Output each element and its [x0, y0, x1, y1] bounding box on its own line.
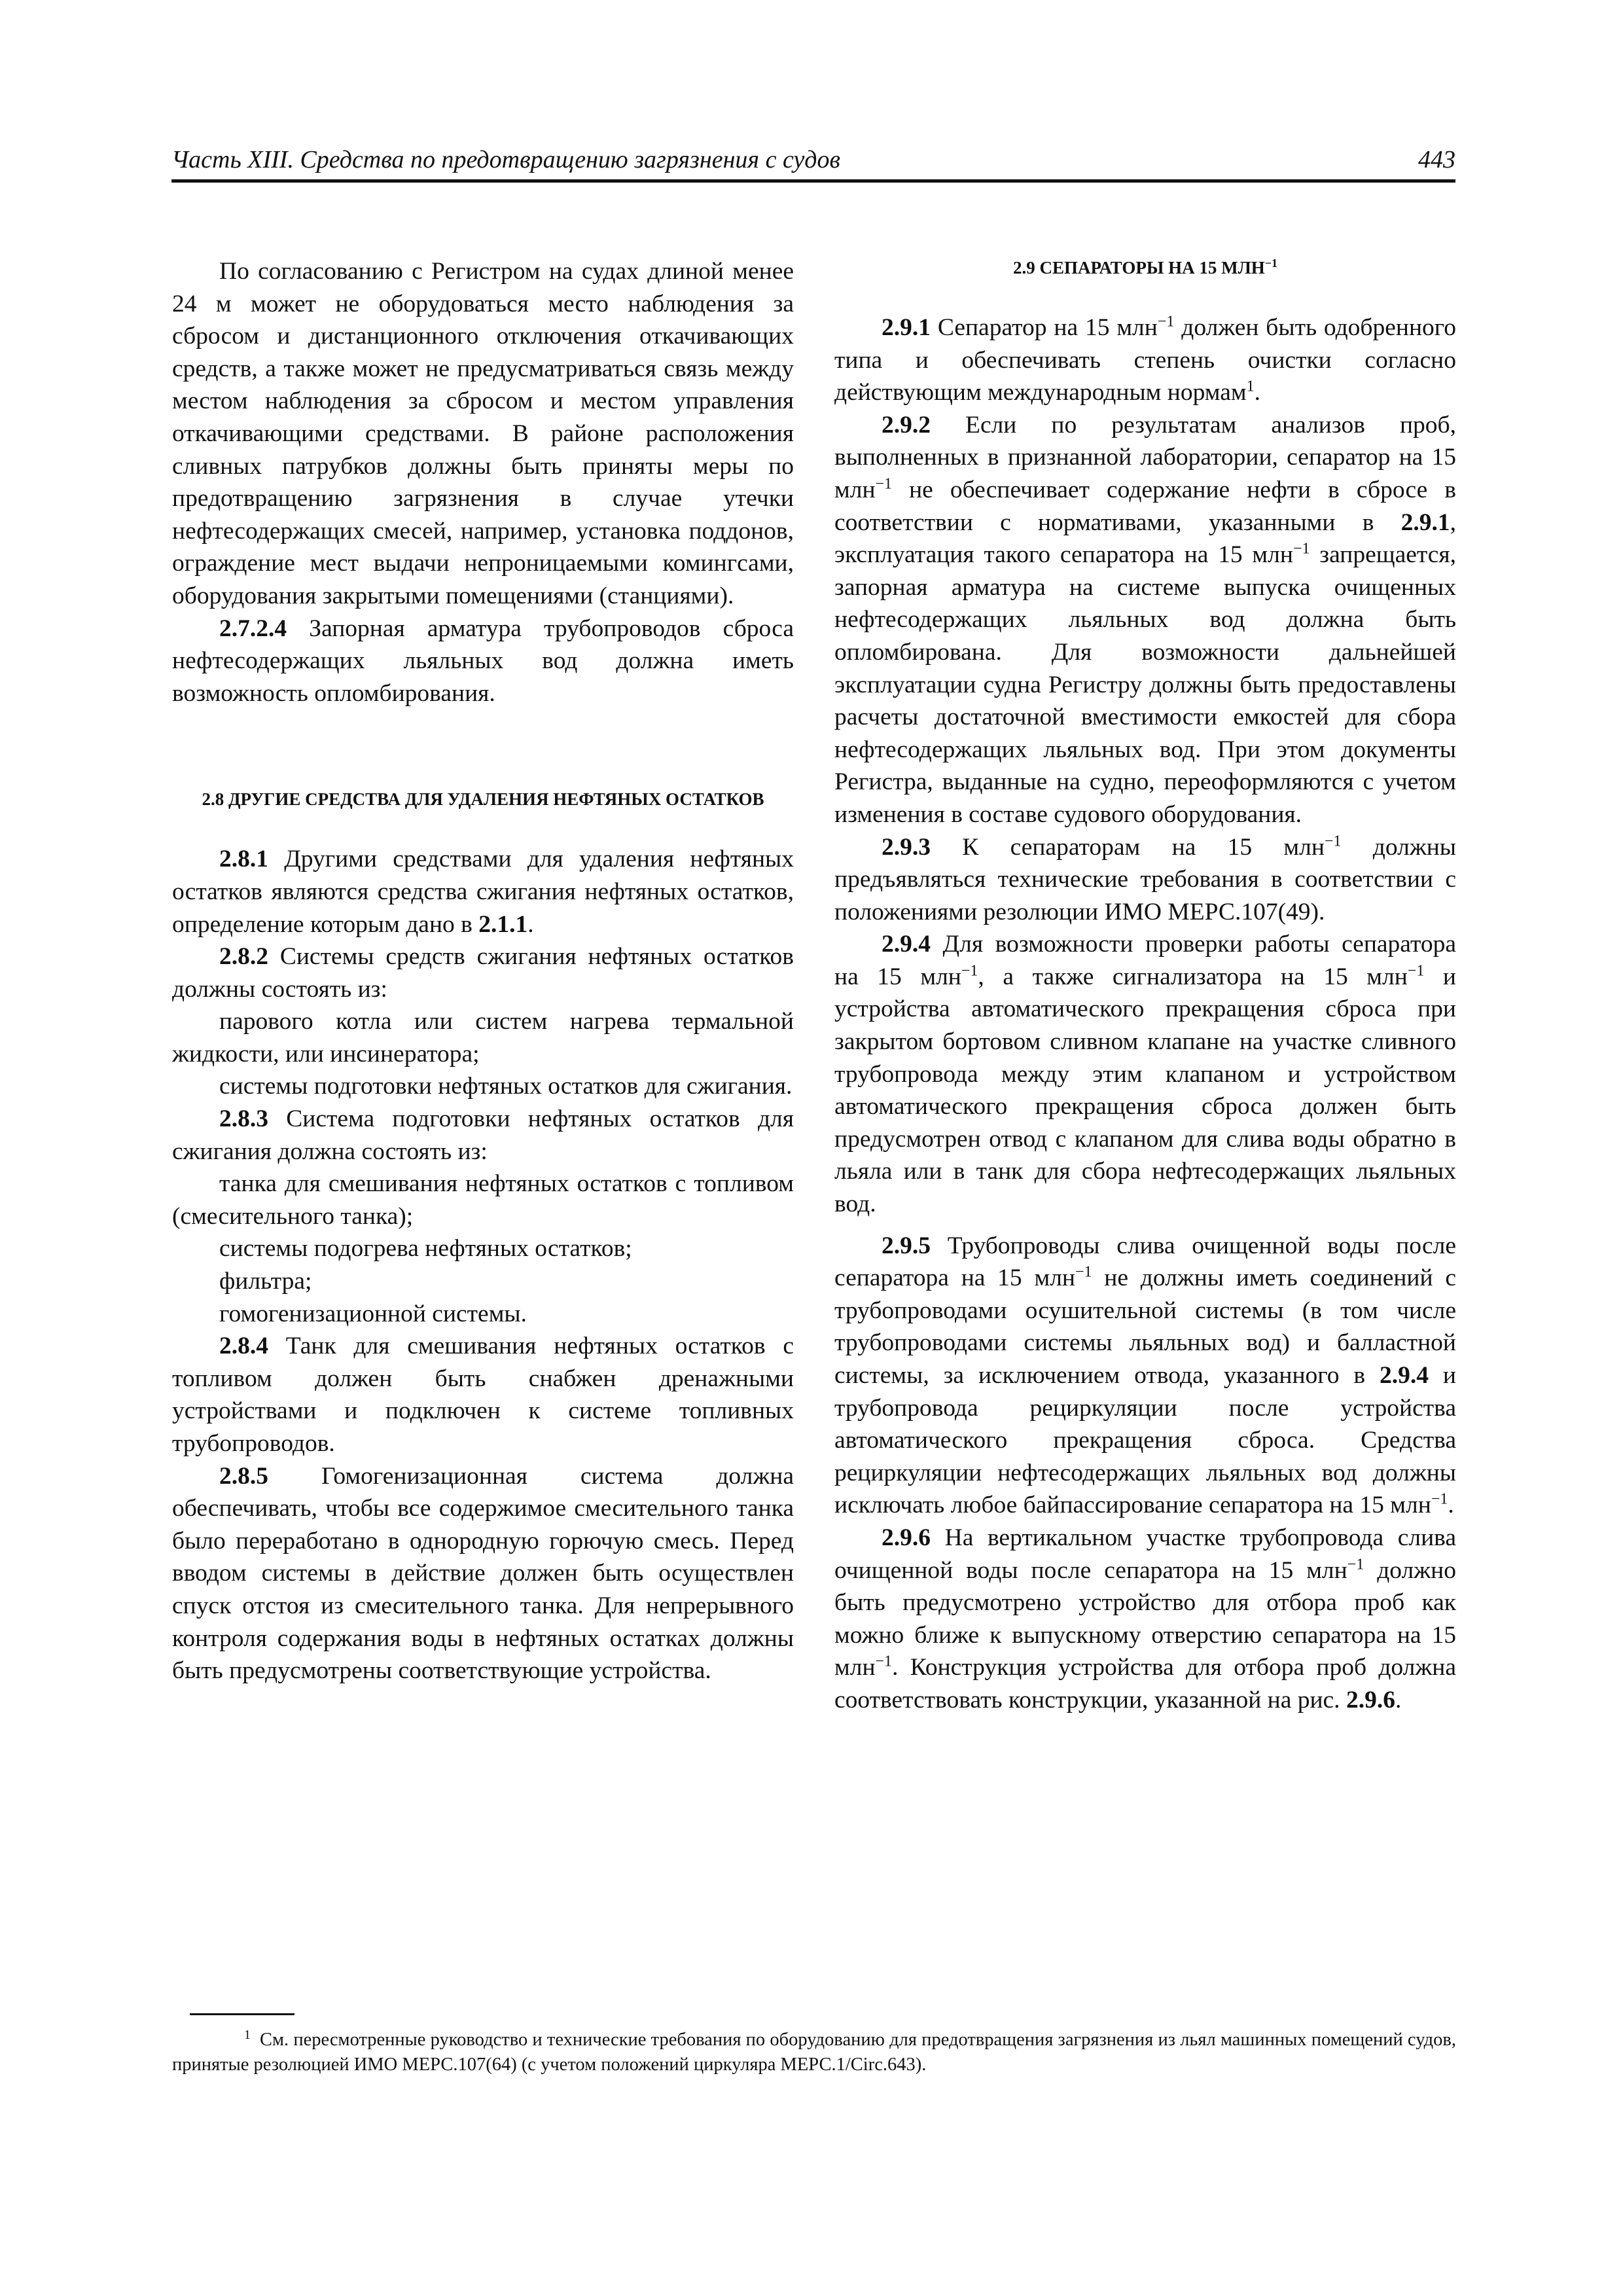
paragraph: По согласованию с Регистром на судах длиной менее 24 м может не оборудоваться место наблюдения за сбросом и дистанционного отключения откачивающих средств, а также может не предусматриваться связь между местом наблюдения за сбросом и местом управления откачивающими средствами. В районе расположения сливных патрубков должны быть приняты меры по предотвращению загрязнения в случае утечки нефтесодержащих смесей, например, установка поддонов, ограждение мест выдачи непроницаемыми комингсами, оборудования закрытыми помещениями (станциями).	[172, 258, 794, 609]
clause-number: 2.7.2.4	[219, 615, 287, 642]
footnote-text: См. пересмотренные руководство и технические требования по оборудованию для предотвращения загрязнения из льял машинных помещений судов, принятые резолюцией ИМО МЕРС.107(64) (с учетом положений циркуляра МЕРС.1/Circ.643).	[172, 2030, 1456, 2075]
page-number: 443	[1418, 146, 1455, 173]
footnote-marker: 1	[1246, 378, 1255, 395]
clause-number: 2.8.4	[219, 1333, 268, 1360]
paragraph-2-9-5: 2.9.5 Трубопроводы слива очищенной воды после сепаратора на 15 млн$^{-1}$ не должны иметь соединений с трубопроводами осушительной системы (в том числе трубопроводами системы льяльных вод) и балластной системы, за исключением отвода, указанного в 2.9.4 и трубопровода рециркуляции после устройства автоматического прекращения сброса. Средства рециркуляции нефтесодержащих льяльных вод должны исключать любое байпассирование сепаратора на 15 млн$^{-1}$.	[834, 1232, 1456, 1519]
footnote-rule	[190, 2013, 294, 2015]
clause-number: 2.8.2	[219, 943, 268, 971]
footnote	[172, 2028, 1456, 2077]
clause-number: 2.9.5	[882, 1232, 931, 1259]
paragraph-2-9-2: 2.9.2 Если по результатам анализов проб, выполненных в признанной лаборатории, сепаратор на 15 млн$^{-1}$ не обеспечивает содержание нефти в сбросе в соответствии с нормативами, указанными в 2.9.1, эксплуатация такого сепаратора на 15 млн$^{-1}$ запрещается, запорная арматура на системе выпуска очищенных нефтесодержащих льяльных вод должна быть опломбирована. Для возможности дальнейшей эксплуатации судна Регистру должны быть предоставлены расчеты достаточной вместимости емкостей для сбора нефтесодержащих льяльных вод. При этом документы Регистра, выданные на судно, переоформляются с учетом изменения в составе судового оборудования.	[834, 411, 1456, 828]
clause-number: 2.8.1	[219, 846, 268, 873]
section-heading-2-9: 2.9 СЕПАРАТОРЫ НА 15 $МЛН^{-1}$	[1013, 257, 1277, 278]
clause-number: 2.9.1	[882, 314, 931, 341]
paragraph-2-8-1: 2.8.1 Другими средствами для удаления нефтяных остатков являются средства сжигания нефтяных остатков, определение которым дано в 2.1.1.	[172, 846, 794, 938]
header-rule	[171, 179, 1455, 183]
running-header-title: Часть XIII. Средства по предотвращению загрязнения с судов	[171, 146, 841, 173]
section-heading-2-8: 2.8 ДРУГИЕ СРЕДСТВА ДЛЯ УДАЛЕНИЯ НЕФТЯНЫХ ОСТАТКОВ	[202, 789, 764, 810]
clause-number: 2.9.4	[882, 931, 931, 958]
list-item: системы подогрева нефтяных остатков;	[219, 1235, 632, 1263]
paragraph-2-9-4: 2.9.4 Для возможности проверки работы сепаратора на 15 млн$^{-1}$, а также сигнализатора на 15 млн$^{-1}$ и устройства автоматического прекращения сброса при закрытом бортовом сливном клапане на участке сливного трубопровода между этим клапаном и устройством автоматического прекращения сброса должен быть предусмотрен отвод с клапаном для слива воды обратно в льяла или в танк для сбора нефтесодержащих льяльных вод.	[834, 931, 1456, 1218]
list-item: фильтра;	[219, 1268, 312, 1295]
paragraph-2-9-1: 2.9.1 Сепаратор на 15 млн$^{-1}$ должен быть одобренного типа и обеспечивать степень очистки согласно действующим международным нормам$^1$.	[834, 313, 1456, 406]
paragraph-2-9-3: 2.9.3 К сепараторам на 15 млн$^{-1}$ должны предъявляться технические требования в соответствии с положениями резолюции ИМО МЕРС.107(49).	[834, 833, 1456, 925]
running-header	[171, 145, 1455, 183]
clause-number: 2.8.3	[219, 1105, 268, 1133]
list-item: парового котла или систем нагрева термальной жидкости, или инсинератора;	[172, 1008, 794, 1067]
right-column	[834, 255, 1456, 1717]
footnote-number: 1	[244, 2027, 251, 2042]
left-column	[172, 255, 794, 1687]
list-item: танка для смешивания нефтяных остатков с топливом (смесительного танка);	[172, 1170, 794, 1230]
list-item: гомогенизационной системы.	[219, 1300, 527, 1327]
list-item: системы подготовки нефтяных остатков для сжигания.	[219, 1073, 793, 1100]
paragraph-2-7-2-4: 2.7.2.4 Запорная арматура трубопроводов сброса нефтесодержащих льяльных вод должна иметь возможность опломбирования.	[172, 615, 794, 707]
paragraph-2-9-6: 2.9.6 На вертикальном участке трубопровода слива очищенной воды после сепаратора на 15 млн$^{-1}$ должно быть предусмотрено устройство для отбора проб как можно ближе к выпускному отверстию сепаратора на 15 млн$^{-1}$. Конструкция устройства для отбора проб должна соответствовать конструкции, указанной на рис. 2.9.6.	[834, 1524, 1456, 1713]
clause-number: 2.9.2	[882, 411, 931, 439]
clause-number: 2.8.5	[219, 1462, 268, 1490]
clause-number: 2.9.6	[882, 1524, 931, 1551]
paragraph-2-8-4: 2.8.4 Танк для смешивания нефтяных остатков с топливом должен быть снабжен дренажными устройствами и подключен к системе топливных трубопроводов.	[172, 1333, 794, 1457]
clause-number: 2.9.3	[882, 833, 931, 861]
paragraph-2-8-3: 2.8.3 Система подготовки нефтяных остатков для сжигания должна состоять из:	[172, 1105, 794, 1165]
paragraph-2-8-2: 2.8.2 Системы средств сжигания нефтяных остатков должны состоять из:	[172, 943, 794, 1003]
paragraph-2-8-5: 2.8.5 Гомогенизационная система должна обеспечивать, чтобы все содержимое смесительного танка было переработано в однородную горючую смесь. Перед вводом системы в действие должен быть осуществлен спуск отстоя из смесительного танка. Для непрерывного контроля содержания воды в нефтяных остатках должны быть предусмотрены соответствующие устройства.	[172, 1462, 794, 1685]
